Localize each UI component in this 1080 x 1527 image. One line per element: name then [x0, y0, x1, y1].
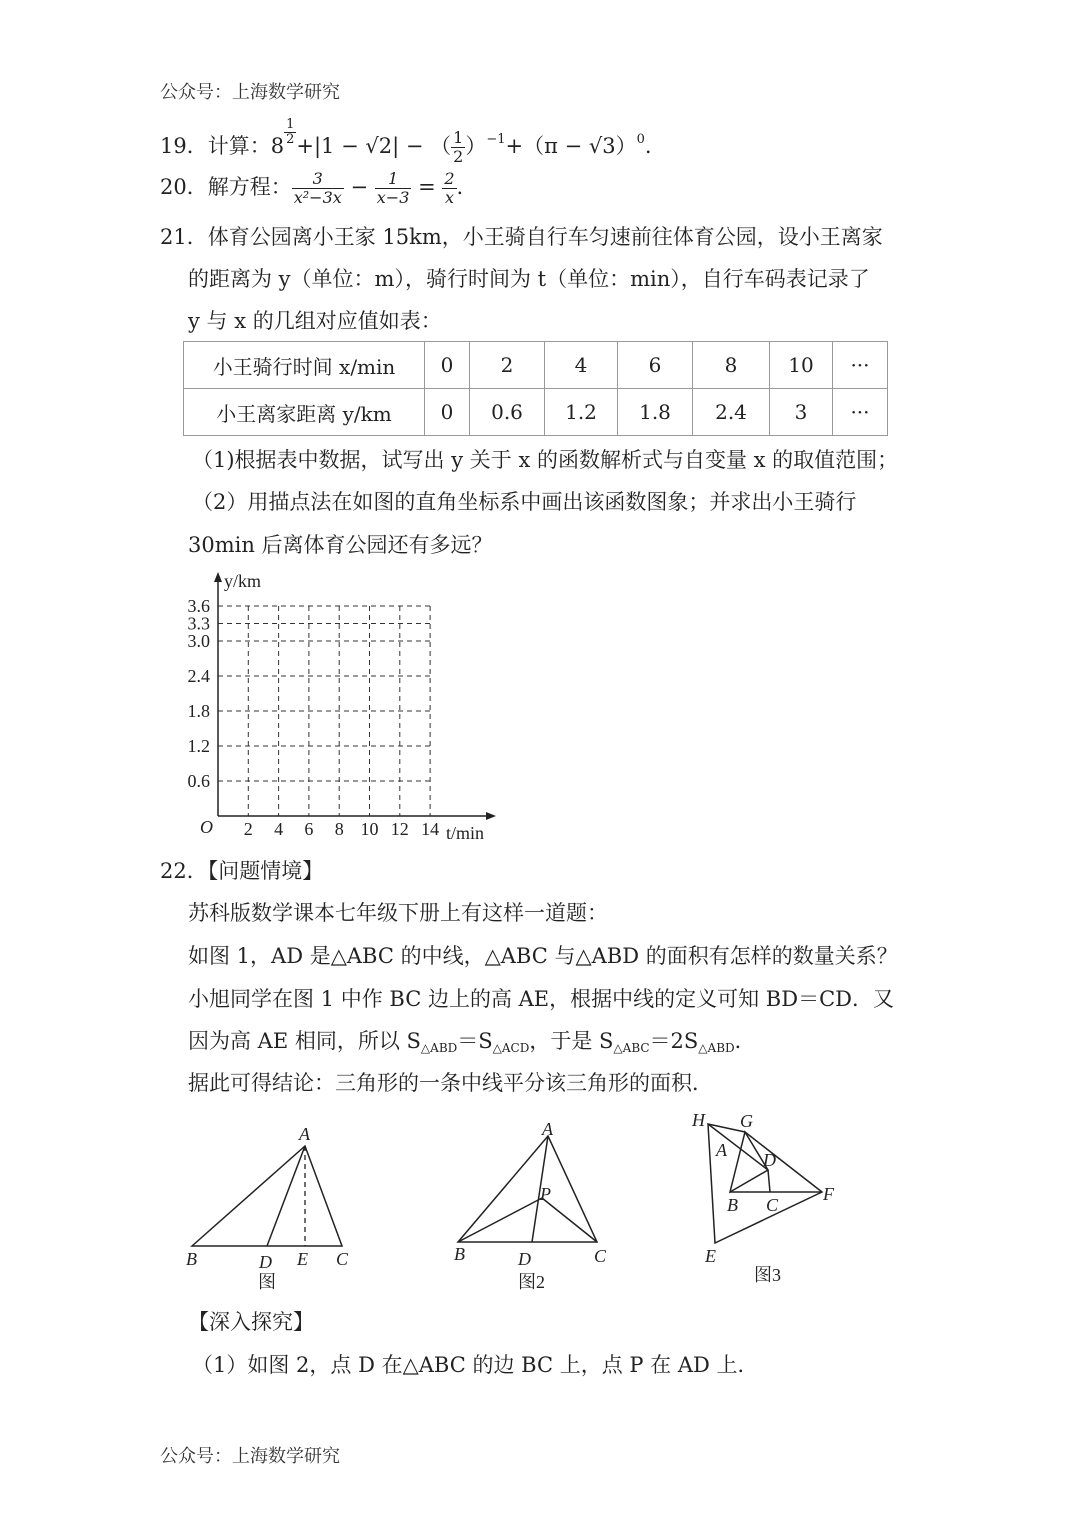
- label-d: D: [259, 1252, 272, 1272]
- page-header: 公众号：上海数学研究: [160, 82, 340, 103]
- figure-1-caption: 图: [258, 1272, 276, 1292]
- q22-p2: 如图 1，AD 是△ABC 的中线，△ABC 与△ABD 的面积有怎样的数量关系？: [188, 944, 898, 968]
- figure-2-caption: 图2: [518, 1272, 545, 1292]
- table-cell: 2: [470, 342, 545, 389]
- y-axis-arrow: [214, 572, 222, 582]
- q21-part1: （1)根据表中数据，试写出 y 关于 x 的函数解析式与自变量 x 的取值范围；: [192, 448, 899, 472]
- q21-line1: 21．体育公园离小王家 15km，小王骑自行车匀速前往体育公园，设小王离家: [160, 225, 883, 249]
- label-g: G: [740, 1111, 753, 1131]
- q21-part2b: 30min 后离体育公园还有多远？: [188, 533, 493, 557]
- table-cell: 0: [425, 342, 470, 389]
- y-tick-label: 3.0: [187, 631, 210, 651]
- question-20: 20．解方程： $\frac{3}{\text{x²−3x}}$ − $\frac{1}{x-3}$ = $\frac{2}{x}$ .: [160, 169, 464, 207]
- table-cell: 1.8: [618, 389, 693, 436]
- x-tick-label: 8: [334, 819, 344, 839]
- label-h: H: [692, 1110, 705, 1130]
- q21-part2a: （2）用描点法在如图的直角坐标系中画出该函数图象；并求出小王骑行: [192, 490, 857, 514]
- table-cell: 4: [545, 342, 618, 389]
- table-cell: 0.6: [470, 389, 545, 436]
- y-tick-label: 0.6: [187, 771, 210, 791]
- label-c: C: [336, 1249, 349, 1269]
- q21-line3: y 与 x 的几组对应值如表：: [188, 309, 442, 333]
- label-p: P: [540, 1184, 551, 1204]
- x-tick-label: 4: [274, 819, 284, 839]
- table-cell: 10: [770, 342, 833, 389]
- x-tick-label: 6: [304, 819, 314, 839]
- page-footer: 公众号：上海数学研究: [160, 1446, 340, 1467]
- y-tick-label: 1.8: [187, 701, 210, 721]
- table-cell: 6: [618, 342, 693, 389]
- table-row-header: 小王离家距离 y/km: [184, 389, 425, 436]
- q22-p1: 苏科版数学课本七年级下册上有这样一道题：: [188, 901, 608, 925]
- figure-1: [186, 1124, 349, 1292]
- data-table: [183, 341, 888, 436]
- label-a: A: [299, 1124, 310, 1144]
- table-row: [184, 389, 888, 436]
- label-c: C: [766, 1195, 779, 1215]
- label-a: A: [542, 1119, 553, 1139]
- table-cell: 1.2: [545, 389, 618, 436]
- figure-2: [454, 1119, 607, 1292]
- label-b: B: [454, 1244, 465, 1264]
- x-tick-label: 2: [243, 819, 253, 839]
- table-cell: ···: [833, 342, 888, 389]
- q21-line2: 的距离为 y（单位：m），骑行时间为 t（单位：min），自行车码表记录了: [188, 267, 870, 291]
- y-axis-label: y/km: [224, 571, 262, 591]
- label-a: A: [716, 1140, 727, 1160]
- table-cell: 2.4: [693, 389, 770, 436]
- x-tick-label: 10: [360, 819, 379, 839]
- table-cell: 8: [693, 342, 770, 389]
- y-tick-label: 3.6: [187, 596, 210, 616]
- q22-p5: 据此可得结论：三角形的一条中线平分该三角形的面积．: [188, 1071, 713, 1095]
- x-axis-label: t/min: [446, 823, 485, 843]
- table-cell: ···: [833, 389, 888, 436]
- table-row-header: 小王骑行时间 x/min: [184, 342, 425, 389]
- q22-p3: 小旭同学在图 1 中作 BC 边上的高 AE，根据中线的定义可知 BD＝CD．又: [188, 987, 894, 1011]
- label-d: D: [518, 1249, 531, 1269]
- label-f: F: [823, 1184, 834, 1204]
- coordinate-grid: [180, 568, 510, 848]
- label-e: E: [297, 1249, 308, 1269]
- figure-3-caption: 图3: [754, 1265, 781, 1285]
- x-tick-label: 12: [390, 819, 409, 839]
- table-row: [184, 342, 888, 389]
- x-tick-label: 14: [421, 819, 440, 839]
- table-cell: 0: [425, 389, 470, 436]
- q22-p4: 因为高 AE 相同，所以 $S_{\triangle ABD}=S_{\triangle ACD}$，于是 $S_{\triangle ABC}=2S_{\triangle ABD}$．: [188, 1029, 756, 1055]
- y-tick-label: 1.2: [187, 736, 210, 756]
- figure-3: [691, 1110, 835, 1285]
- geometry-figures: [170, 1110, 890, 1300]
- x-axis-arrow: [486, 812, 496, 820]
- explore-title: 【深入探究】: [188, 1310, 314, 1334]
- explore-e1: （1）如图 2，点 D 在△ABC 的边 BC 上，点 P 在 AD 上．: [192, 1353, 759, 1377]
- y-tick-label: 3.3: [187, 613, 210, 634]
- origin-label: O: [200, 817, 213, 837]
- label-e: E: [705, 1246, 716, 1266]
- question-19: 19．计算：8 $\frac{1}{2}$ +|1 − √2| − （ $\frac{1}{2}$ ）$^{-1}+(\pi - √3)^0$.: [160, 117, 652, 166]
- q22-title: 22．【问题情境】: [160, 859, 324, 883]
- label-c: C: [594, 1246, 607, 1266]
- table-cell: 3: [770, 389, 833, 436]
- y-tick-label: 2.4: [187, 666, 210, 686]
- label-b: B: [186, 1249, 197, 1269]
- label-b: B: [727, 1195, 738, 1215]
- label-d: D: [763, 1150, 776, 1170]
